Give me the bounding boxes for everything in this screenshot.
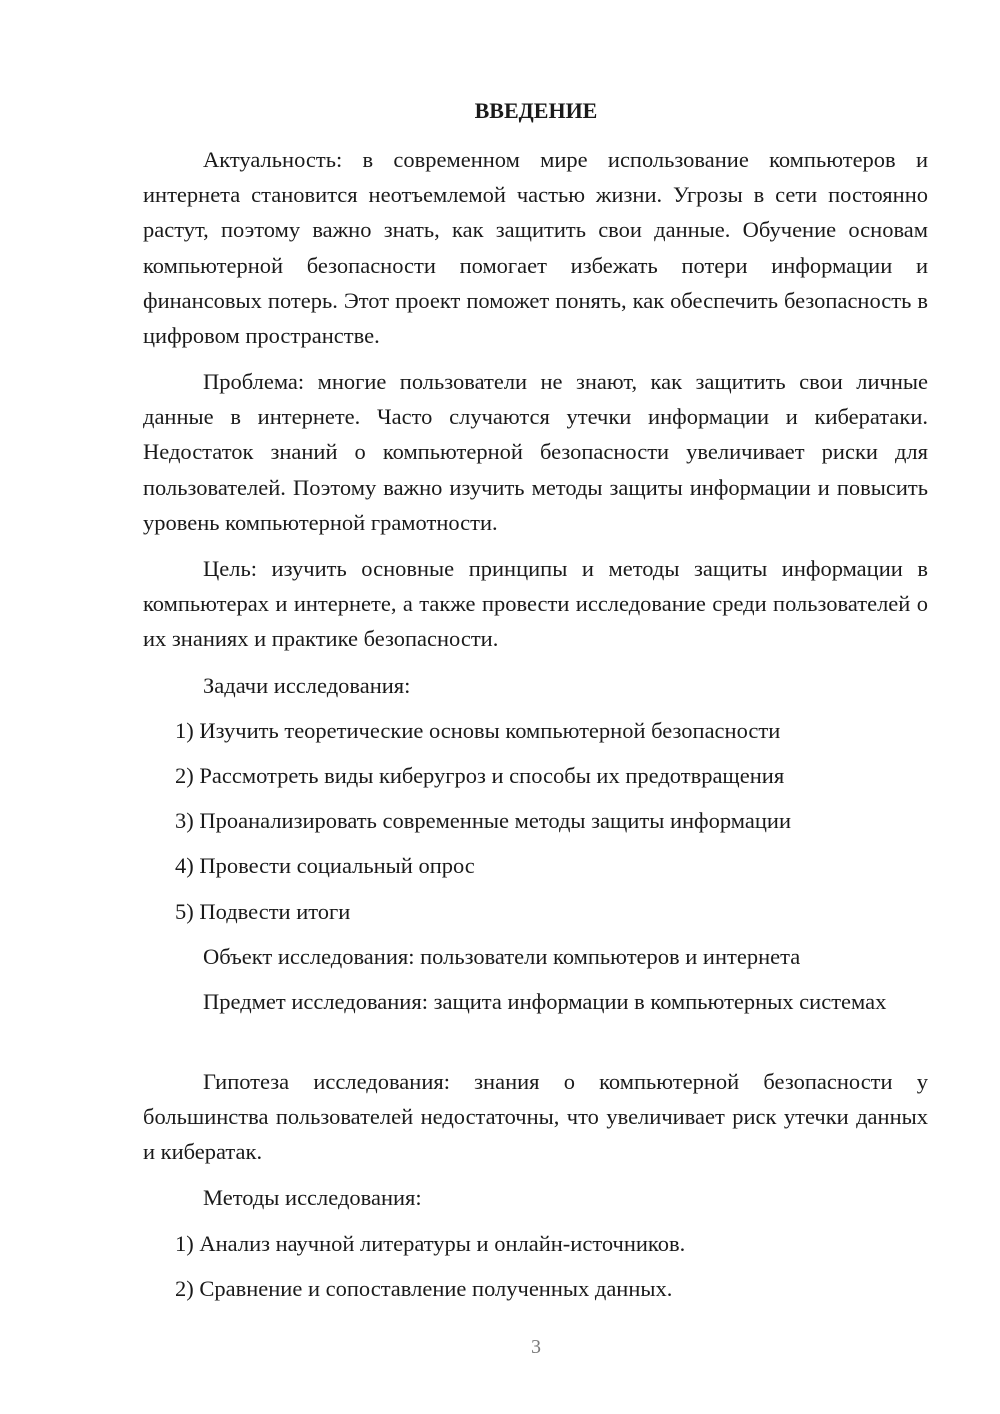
method-item: 1) Анализ научной литературы и онлайн-источников. xyxy=(175,1231,686,1256)
methods-heading: Методы исследования: xyxy=(203,1185,422,1210)
relevance-paragraph: Актуальность: в современном мире использование компьютеров и интернета становится неотъемлемой частью жизни. Угрозы в сети постоянно растут, поэтому важно знать, как защитить свои данные. Обучение основам компьютерной безопасности помогает избежать потери информации и финансовых потерь. Этот проект поможет понять, как обеспечить безопасность в цифровом пространстве. xyxy=(143,147,928,349)
task-item: 2) Рассмотреть виды киберугроз и способы их предотвращения xyxy=(175,763,785,788)
object-line: Объект исследования: пользователи компьютеров и интернета xyxy=(203,944,801,969)
subject-paragraph: Предмет исследования: защита информации в компьютерных системах xyxy=(203,989,887,1014)
tasks-heading: Задачи исследования: xyxy=(203,673,411,698)
section-heading: ВВЕДЕНИЕ xyxy=(474,98,598,123)
task-item: 1) Изучить теоретические основы компьютерной безопасности xyxy=(175,718,781,743)
page-number: 3 xyxy=(531,1336,541,1358)
goal-paragraph: Цель: изучить основные принципы и методы защиты информации в компьютерах и интернете, а также провести исследование среди пользователей о их знаниях и практике безопасности. xyxy=(143,556,928,652)
task-item: 5) Подвести итоги xyxy=(175,899,351,924)
method-item: 2) Сравнение и сопоставление полученных данных. xyxy=(175,1276,673,1301)
problem-paragraph: Проблема: многие пользователи не знают, как защитить свои личные данные в интернете. Часто случаются утечки информации и кибератаки. Недостаток знаний о компьютерной безопасности увеличивает риски для пользователей. Поэтому важно изучить методы защиты информации и повысить уровень компьютерной грамотности. xyxy=(143,369,928,535)
task-item: 4) Провести социальный опрос xyxy=(175,853,475,878)
task-item: 3) Проанализировать современные методы защиты информации xyxy=(175,808,791,833)
hypothesis-paragraph: Гипотеза исследования: знания о компьютерной безопасности у большинства пользователей недостаточны, что увеличивает риск утечки данных и кибератак. xyxy=(143,1069,928,1165)
